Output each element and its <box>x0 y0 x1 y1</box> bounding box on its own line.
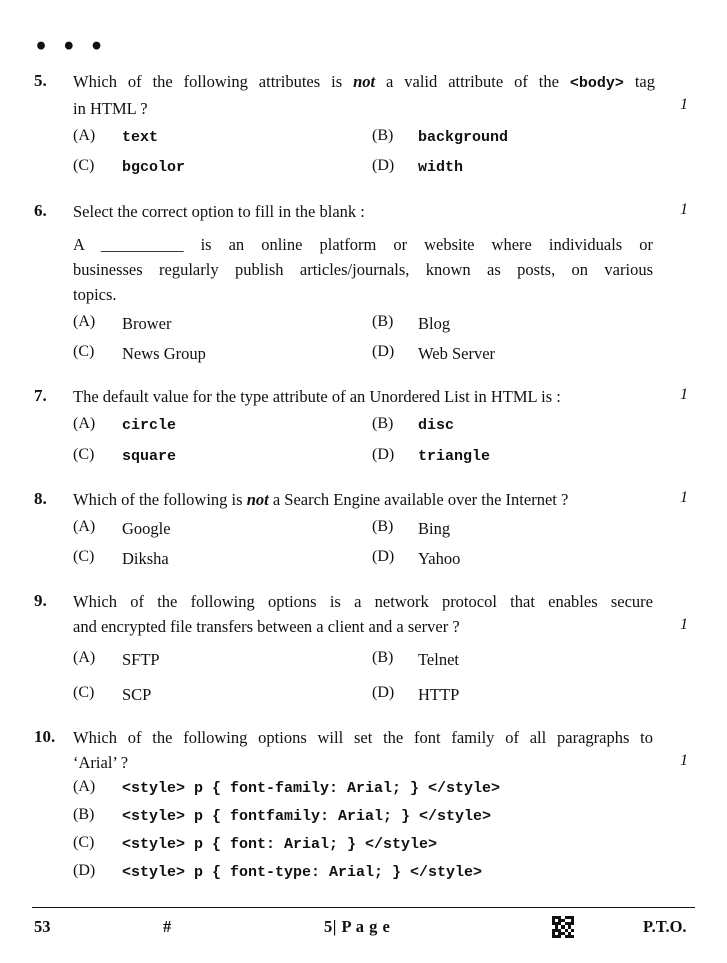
question-number: 6. <box>34 201 47 220</box>
option-label: (A) <box>73 313 96 330</box>
option-label: (B) <box>372 518 394 535</box>
option-text: triangle <box>418 448 491 465</box>
option-text: SCP <box>122 685 152 704</box>
option-text: <style> p { font-type: Arial; } </style> <box>122 864 483 881</box>
option-text: SFTP <box>122 650 160 669</box>
option-text: News Group <box>122 344 206 363</box>
option-text: <style> p { font: Arial; } </style> <box>122 836 438 853</box>
option-label: (C) <box>73 684 95 701</box>
question-number: 7. <box>34 386 47 405</box>
question-line: Which of the following options is a network protocol that enables secure <box>73 592 653 611</box>
question-number: 9. <box>34 591 47 610</box>
question-text <box>73 589 653 639</box>
option-text: bgcolor <box>122 159 186 176</box>
question-text: Select the correct option to fill in the blank : <box>73 202 365 221</box>
option-label: (D) <box>372 684 395 701</box>
option-label: (B) <box>372 127 394 144</box>
option-label: (C) <box>73 548 95 565</box>
option-text: square <box>122 448 177 465</box>
option-text: <style> p { font-family: Arial; } </style> <box>122 780 501 797</box>
option-text: background <box>418 129 509 146</box>
question-line: and encrypted file transfers between a client and a server ? <box>73 617 460 636</box>
option-text: Google <box>122 519 171 538</box>
marks: 1 <box>680 201 688 218</box>
question-number: 10. <box>34 727 56 746</box>
option-label: (B) <box>372 415 394 432</box>
question-line: in HTML ? <box>73 99 148 118</box>
option-text: circle <box>122 417 177 434</box>
option-label: (A) <box>73 649 96 666</box>
option-label: (C) <box>73 446 95 463</box>
question-line <box>73 69 655 96</box>
option-label: (D) <box>372 157 395 174</box>
option-label: (A) <box>73 778 96 795</box>
option-label: (C) <box>73 834 95 851</box>
option-label: (A) <box>73 127 96 144</box>
question-line: ‘Arial’ ? <box>73 753 129 772</box>
question-text <box>73 725 653 775</box>
option-label: (D) <box>73 862 96 879</box>
option-text: Blog <box>418 314 451 333</box>
footer-rule <box>32 907 695 908</box>
paragraph-line: businesses regularly publish articles/journals, known as posts, on various <box>73 260 653 279</box>
option-text: disc <box>418 417 455 434</box>
option-label: (B) <box>372 649 394 666</box>
hash-mark: # <box>163 917 172 936</box>
option-text: Web Server <box>418 344 496 363</box>
marks: 1 <box>680 489 688 506</box>
option-text: Diksha <box>122 549 169 568</box>
question-text <box>73 69 655 121</box>
question-paragraph <box>73 232 653 307</box>
question-line: Which of the following options will set the font family of all paragraphs to <box>73 728 653 747</box>
option-label: (C) <box>73 157 95 174</box>
option-text: text <box>122 129 159 146</box>
text-part: Which of the following attributes is <box>73 72 354 91</box>
option-label: (D) <box>372 548 395 565</box>
option-text: <style> p { fontfamily: Arial; } </style> <box>122 808 492 825</box>
paragraph-line: A __________ is an online platform or website where individuals or <box>73 235 653 254</box>
text-part: tag <box>623 72 655 91</box>
page-number: 5| P a g e <box>324 917 391 936</box>
marks: 1 <box>680 386 688 403</box>
option-label: (D) <box>372 446 395 463</box>
option-label: (B) <box>372 313 394 330</box>
option-text: Bing <box>418 519 451 538</box>
marks: 1 <box>680 752 688 769</box>
option-text: width <box>418 159 464 176</box>
continuation-dots: • • • <box>34 34 107 60</box>
question-number: 8. <box>34 489 47 508</box>
question-text: The default value for the type attribute of an Unordered List in HTML is : <box>73 387 561 406</box>
emphasis: not <box>353 72 376 91</box>
option-label: (A) <box>73 415 96 432</box>
option-label: (D) <box>372 343 395 360</box>
marks: 1 <box>680 616 688 633</box>
option-label: (C) <box>73 343 95 360</box>
code-tag: <body> <box>569 75 624 92</box>
option-label: (A) <box>73 518 96 535</box>
marks: 1 <box>680 96 688 113</box>
question-text <box>73 487 568 512</box>
emphasis: not <box>246 490 269 509</box>
text-part: a Search Engine available over the Internet ? <box>268 490 569 509</box>
option-text: Telnet <box>418 650 459 669</box>
option-text: HTTP <box>418 685 460 704</box>
paragraph-line: topics. <box>73 285 117 304</box>
option-text: Brower <box>122 314 172 333</box>
option-text: Yahoo <box>418 549 461 568</box>
paper-code: 53 <box>34 917 51 936</box>
option-label: (B) <box>73 806 95 823</box>
qr-code-icon <box>552 916 574 938</box>
text-part: a valid attribute of the <box>375 72 570 91</box>
text-part: Which of the following is <box>73 490 247 509</box>
question-number: 5. <box>34 71 47 90</box>
pto-label: P.T.O. <box>643 917 687 936</box>
